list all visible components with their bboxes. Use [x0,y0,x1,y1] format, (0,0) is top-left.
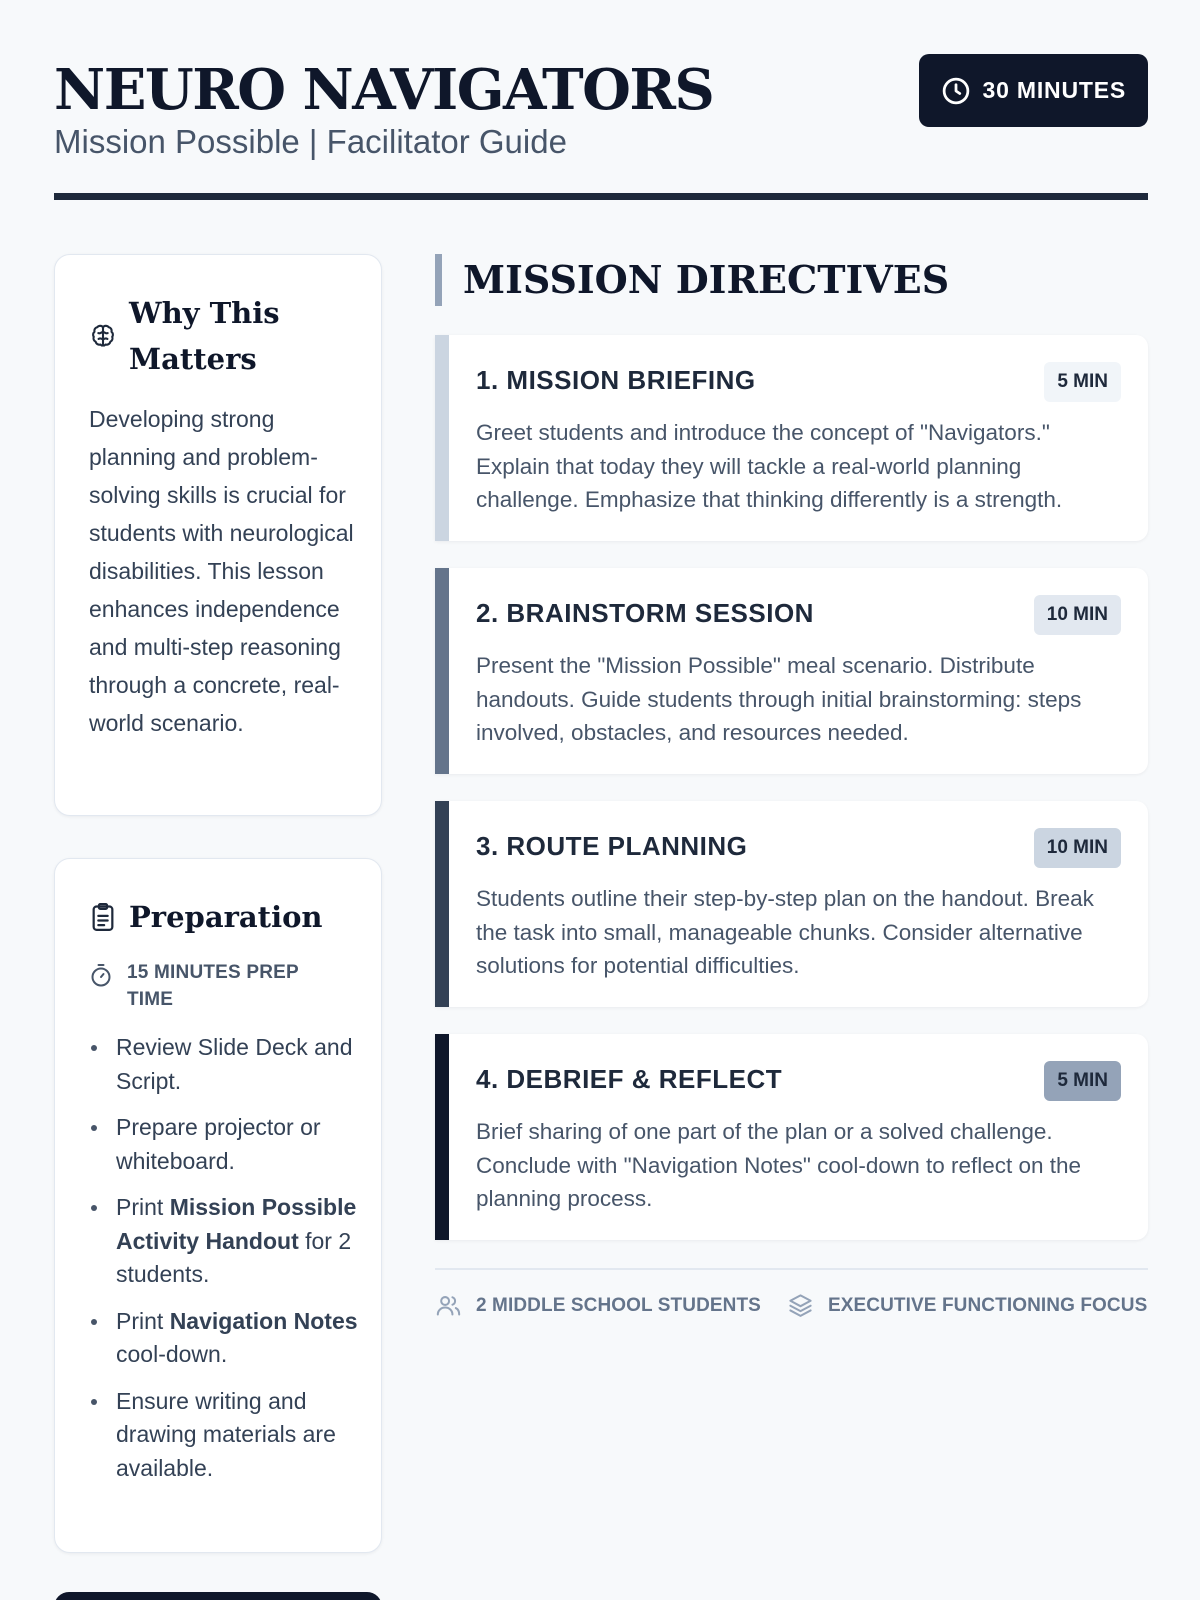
directive-time-badge: 5 MIN [1044,362,1121,402]
prep-item-text: Ensure writing and drawing materials are available. [116,1387,336,1481]
prep-item-emphasis: Navigation Notes [169,1307,358,1334]
directive-card [435,568,1148,774]
dark-card-edge [54,1592,382,1600]
prep-checklist [89,1031,359,1498]
directive-accent-bar [435,568,449,774]
directive-time-badge: 5 MIN [1044,1061,1121,1101]
directive-body: Greet students and introduce the concept of "Navigators." Explain that today they will tackle a real-world planning challenge. Emphasize that thinking differently is a strength. [476,420,1063,512]
prep-time [89,959,349,1013]
why-card-header [89,290,329,382]
prep-item-text: Review Slide Deck and Script. [116,1034,353,1094]
directive-card [435,335,1148,541]
section-title: MISSION DIRECTIVES [435,254,949,306]
preparation-card [54,858,382,1553]
why-this-matters-card [54,254,382,816]
duration-label: 30 MINUTES [982,77,1126,103]
prep-item-text: for 2 students. [116,1227,352,1287]
prep-item [89,1191,359,1292]
prep-item-text: Print [116,1307,170,1334]
brain-icon [89,322,117,350]
prep-item-text: Print [116,1194,170,1220]
why-card-title: Why This Matters [129,296,280,376]
footer-divider [435,1268,1148,1270]
prep-item-text: cool-down. [116,1341,228,1367]
directive-card [435,1034,1148,1240]
header-divider [54,193,1148,200]
page-title: NEURO NAVIGATORS [54,57,714,123]
prep-item [89,1385,359,1486]
clipboard-icon [89,901,117,933]
lesson-meta [435,1292,1147,1319]
prep-item [89,1305,359,1372]
stopwatch-icon [89,962,113,988]
directive-card [435,801,1148,1007]
directive-time-badge: 10 MIN [1034,595,1121,635]
prep-time-label: 15 MINUTES PREP TIME [127,962,299,1010]
directive-body: Brief sharing of one part of the plan or a solved challenge. Conclude with "Navigation Notes" cool-down to reflect on the planning process. [476,1119,1082,1211]
prep-item [89,1111,359,1178]
header [54,54,1148,200]
directive-accent-bar [435,801,449,1007]
prep-item-emphasis: Mission Possible Activity Handout [116,1194,357,1254]
layers-icon [787,1292,814,1319]
directive-accent-bar [435,335,449,541]
directive-body: Present the "Mission Possible" meal scenario. Distribute handouts. Guide students through initial brainstorming: steps involved, obstacles, and resources needed. [476,653,1082,745]
focus-label: EXECUTIVE FUNCTIONING FOCUS [827,1294,1148,1316]
prep-item [89,1031,359,1098]
page-subtitle: Mission Possible | Facilitator Guide [54,123,567,160]
focus-meta [787,1292,1147,1319]
prep-card-header [89,894,323,940]
directive-accent-bar [435,1034,449,1240]
directive-title: 1. MISSION BRIEFING [476,365,756,395]
directive-title: 3. ROUTE PLANNING [476,831,748,861]
students-meta [435,1292,761,1319]
clock-icon [941,76,971,106]
why-card-body: Developing strong planning and problem-solving skills is crucial for students with neurological disabilities. This lesson enhances independence and multi-step reasoning through a concrete, real-world scenario. [89,406,354,736]
users-icon [435,1292,462,1319]
directive-body: Students outline their step-by-step plan on the handout. Break the task into small, manageable chunks. Consider alternative solutions for potential difficulties. [476,886,1094,978]
prep-item-text: Prepare projector or whiteboard. [116,1114,321,1174]
duration-badge [919,54,1148,127]
directive-title: 2. BRAINSTORM SESSION [476,598,814,628]
students-label: 2 MIDDLE SCHOOL STUDENTS [476,1294,761,1316]
prep-card-title: Preparation [129,900,323,934]
directive-time-badge: 10 MIN [1034,828,1121,868]
directive-title: 4. DEBRIEF & REFLECT [476,1064,783,1094]
